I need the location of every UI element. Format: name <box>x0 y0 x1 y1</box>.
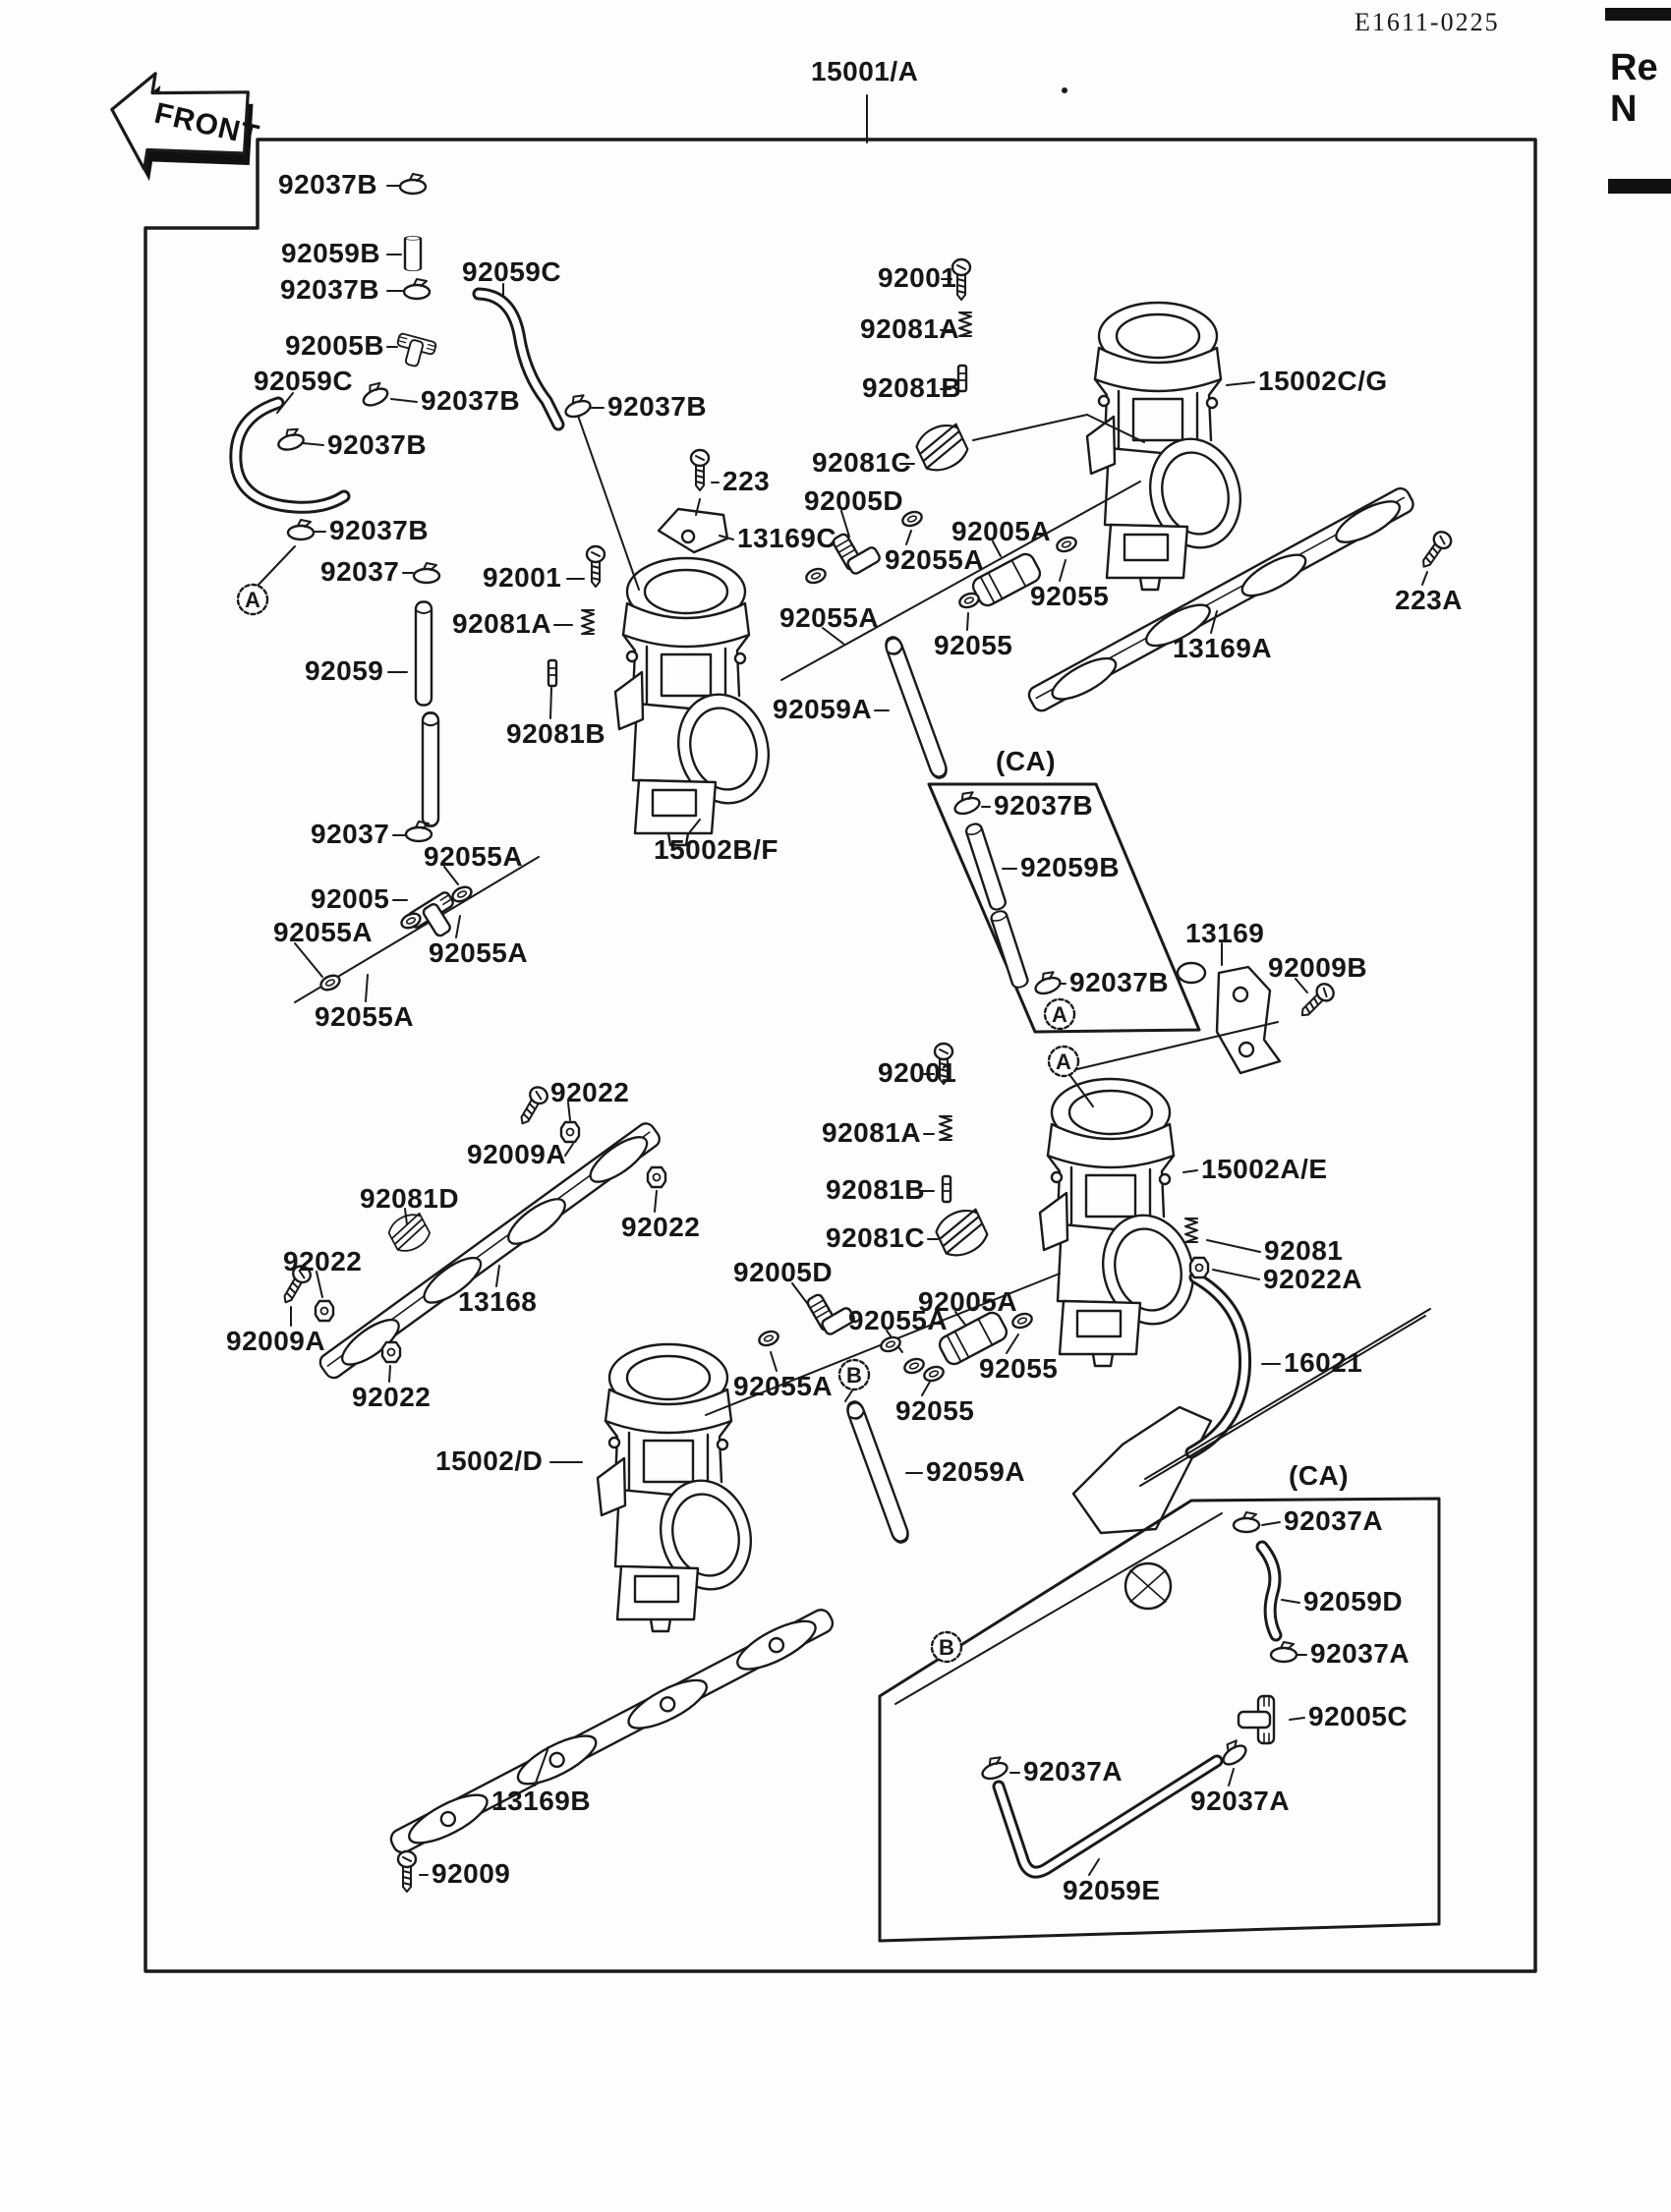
ca-box-label: (CA) <box>1289 1460 1350 1491</box>
part-label: 223A <box>1395 585 1463 615</box>
part-label: 92081C <box>812 447 912 478</box>
part-label: 92005D <box>804 485 904 516</box>
part-label: 13168 <box>458 1286 538 1317</box>
part-label: 13169A <box>1173 633 1273 663</box>
part-label: 92005A <box>918 1286 1018 1317</box>
part-label: 92022 <box>283 1246 363 1276</box>
margin-text-1: Re <box>1610 47 1658 88</box>
part-label: 92059C <box>254 366 354 396</box>
part-label: 13169B <box>491 1786 592 1816</box>
part-label: 13169 <box>1185 918 1265 948</box>
part-label: 92009A <box>226 1326 326 1356</box>
part-label: 92001 <box>483 562 562 593</box>
part-label: 92022 <box>352 1382 432 1412</box>
part-label: 92009A <box>467 1139 567 1169</box>
part-label: 15002A/E <box>1201 1154 1328 1184</box>
part-label: 92022A <box>1263 1264 1363 1294</box>
part-label: 92022 <box>550 1077 630 1107</box>
part-label: 16021 <box>1284 1347 1363 1378</box>
part-label: 92059B <box>281 238 381 268</box>
part-label: 92081A <box>822 1117 922 1148</box>
part-label: 92059A <box>773 694 873 724</box>
part-label: 92037B <box>607 391 708 422</box>
part-label: 92037B <box>994 790 1094 821</box>
margin-text-2: N <box>1610 88 1638 130</box>
part-label: 92005C <box>1308 1701 1409 1731</box>
part-label: 92037B <box>421 385 521 416</box>
part-label: 92005 <box>311 883 390 914</box>
part-label: 92081A <box>860 313 960 344</box>
ca-box-label: (CA) <box>996 746 1057 776</box>
part-label: 92037A <box>1310 1638 1411 1669</box>
part-label: 92055A <box>429 937 529 968</box>
part-label: 92081D <box>360 1183 460 1214</box>
part-label: 92001 <box>878 1057 957 1088</box>
part-label: 92059B <box>1020 852 1121 882</box>
part-label: 92055 <box>979 1353 1059 1384</box>
part-label: 92037 <box>311 819 390 849</box>
part-label: 92059E <box>1063 1875 1161 1905</box>
part-label: E1611-0225 <box>1354 8 1500 36</box>
part-label: 92081B <box>506 718 606 749</box>
part-label: 92055 <box>934 630 1013 660</box>
part-label: 92037A <box>1190 1786 1291 1816</box>
part-label: 92037B <box>280 274 380 305</box>
part-label: 92037 <box>320 556 400 587</box>
part-label: 92037B <box>329 515 430 545</box>
svg-text:A: A <box>245 588 260 612</box>
part-label: 13169C <box>737 523 837 553</box>
part-label: 92037A <box>1023 1756 1124 1787</box>
part-label: 92059A <box>926 1456 1026 1487</box>
part-label: 92005D <box>733 1257 834 1287</box>
part-label: 92055 <box>895 1395 975 1426</box>
part-label: 15002/D <box>435 1446 544 1476</box>
svg-text:B: B <box>846 1363 862 1388</box>
svg-text:A: A <box>1052 1002 1067 1027</box>
part-label: 92009B <box>1268 952 1368 983</box>
part-label: 15002C/G <box>1258 366 1388 396</box>
part-label: 92001 <box>878 262 957 293</box>
part-label: 92081A <box>452 608 552 639</box>
part-label: 92055A <box>779 602 880 633</box>
part-label: 92037B <box>1069 967 1170 997</box>
part-label: 15002B/F <box>654 834 778 865</box>
part-label: 92059D <box>1303 1586 1404 1616</box>
part-label: 92059 <box>305 655 384 686</box>
part-label: 92055A <box>848 1305 949 1335</box>
part-label: 92022 <box>621 1212 701 1242</box>
part-label: 92081B <box>826 1174 926 1205</box>
part-label: 92055 <box>1030 581 1110 611</box>
part-label: 92009 <box>432 1858 511 1889</box>
part-label: 223 <box>722 466 771 496</box>
part-label: 92055A <box>273 917 374 947</box>
part-label: 92055A <box>315 1001 415 1032</box>
part-label: 92059C <box>462 256 562 287</box>
part-label: 92055A <box>885 544 985 575</box>
part-label: 92081C <box>826 1222 926 1253</box>
part-label: 92055A <box>424 841 524 872</box>
svg-text:B: B <box>939 1635 954 1660</box>
part-label: 92081B <box>862 372 962 403</box>
part-label: 15001/A <box>811 56 919 86</box>
svg-text:A: A <box>1056 1049 1071 1074</box>
part-label: 92037B <box>278 169 378 199</box>
part-label: 92005B <box>285 330 385 361</box>
part-label: 92081 <box>1264 1235 1344 1266</box>
part-label: 92037B <box>327 429 428 460</box>
part-label: 92005A <box>951 516 1052 546</box>
part-label: 92055A <box>733 1371 834 1401</box>
front-arrow-label: FRONT <box>151 96 263 153</box>
part-label: 92037A <box>1284 1505 1384 1536</box>
